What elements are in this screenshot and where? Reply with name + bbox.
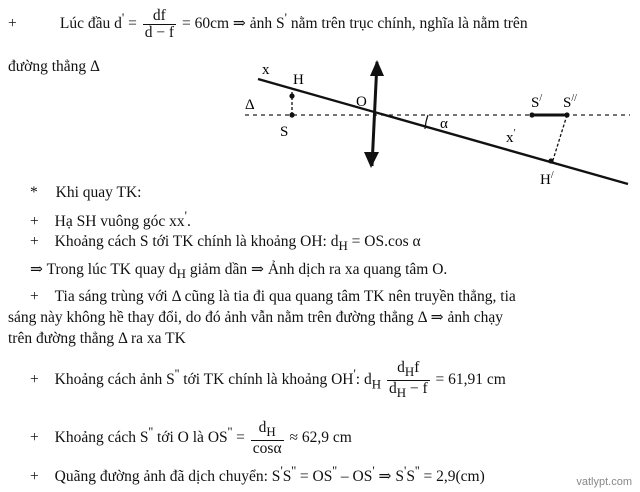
prime-mark: '' [148,423,154,439]
text-segment: = OS.cos α [347,233,421,250]
point-h-prime [548,158,553,163]
denominator: cosα [252,440,282,458]
bullet: + [30,288,39,305]
prime-mark: ' [353,366,356,381]
point-h [289,93,294,98]
numerator: df [143,8,176,25]
label-s-double-prime: S// [563,93,577,111]
line-5 [30,233,421,255]
line-3 [30,184,141,202]
text-segment: tới O là OS [153,429,228,447]
label-delta: Δ [245,97,255,113]
bullet: * [30,184,38,201]
label-x: x [262,62,270,78]
label-h-prime: H/ [540,170,554,188]
bullet: + [30,468,39,486]
result: = 61,91 cm [435,371,506,389]
text-segment: trên đường thẳng Δ ra xa TK [8,330,186,347]
bullet: + [30,233,39,250]
label-s: S [280,124,289,140]
text-segment: Khoảng cách S tới TK chính là khoảng OH: d [54,233,339,250]
result: ≈ 62,9 cm [289,429,352,447]
text-segment: = 60cm ⇒ ảnh S [181,15,285,33]
prime-mark: ' [121,9,125,25]
prime-mark: ' [284,9,287,25]
subscript: H [176,266,186,282]
fraction [387,360,430,401]
text-segment: Khoảng cách ảnh S [54,371,175,389]
line-11 [30,420,352,457]
line-7 [30,288,516,306]
label-x-prime: x′ [506,128,516,146]
prime-mark: '' [227,423,233,439]
fraction [143,8,176,41]
line-10 [30,360,506,401]
label-h: H [293,72,304,88]
text-segment: ⇒ Trong lúc TK quay d [30,261,177,278]
bullet: + [30,429,39,447]
lens-arrow-top [370,60,384,76]
prime-mark: ' [184,208,187,223]
numerator: $d_H$ [251,420,284,441]
s2h2-line [553,115,567,160]
label-s-prime: S/ [531,93,543,111]
line-9 [8,330,186,348]
equals: = [128,15,137,33]
numerator: $d_Hf$ [387,360,430,381]
text-segment: Hạ SH vuông góc xx [54,213,185,231]
text-segment: Khoảng cách S [54,429,149,447]
text-segment: Khi quay TK: [55,184,142,201]
point-s-prime [529,112,534,117]
text-segment: Tia sáng trùng với Δ cũng là tia đi qua quang tâm TK nên truyền thẳng, tia [54,288,516,305]
label-alpha: α [440,116,448,132]
text-segment: đường thẳng Δ [8,58,101,75]
subscript: H [338,238,348,254]
line-1 [8,8,528,41]
text-segment: Quãng đường ảnh đã dịch chuyển: S [54,468,281,486]
subscript: H [371,376,382,392]
text-segment: : d [355,371,372,389]
denominator: $d_H - f$ [388,380,428,401]
line-4: + Hạ SH vuông góc xx'. [30,208,191,231]
label-o: O [356,94,367,110]
line-8 [8,309,503,327]
point-s [289,112,294,117]
text-segment: sáng này không hề thay đổi, do đó ảnh vẫn nằm trên đường thẳng Δ ⇒ ảnh chạy [8,309,503,326]
denominator: d − f [144,24,175,41]
line-6 [30,261,447,283]
prime-mark: '' [174,366,180,381]
text-segment: giảm dần ⇒ Ảnh dịch ra xa quang tâm O. [185,261,448,278]
text-segment: = [232,429,245,447]
bullet: + [30,213,39,231]
watermark: vatlypt.com [576,476,632,488]
text-segment: tới TK chính là khoảng OH [179,371,354,389]
lens [372,62,377,166]
lens-arrow-bottom [364,152,379,168]
text-segment: nằm trên trục chính, nghĩa là nằm trên [290,15,528,33]
line-12: + Quãng đường ảnh đã dịch chuyển: S'S'' = OS'' – OS' ⇒ S'S'' = 2,9(cm) [30,463,485,486]
fraction [251,420,284,457]
bullet: + [30,371,39,389]
text-segment: Lúc đầu d [59,15,122,33]
bullet: + [8,15,17,33]
